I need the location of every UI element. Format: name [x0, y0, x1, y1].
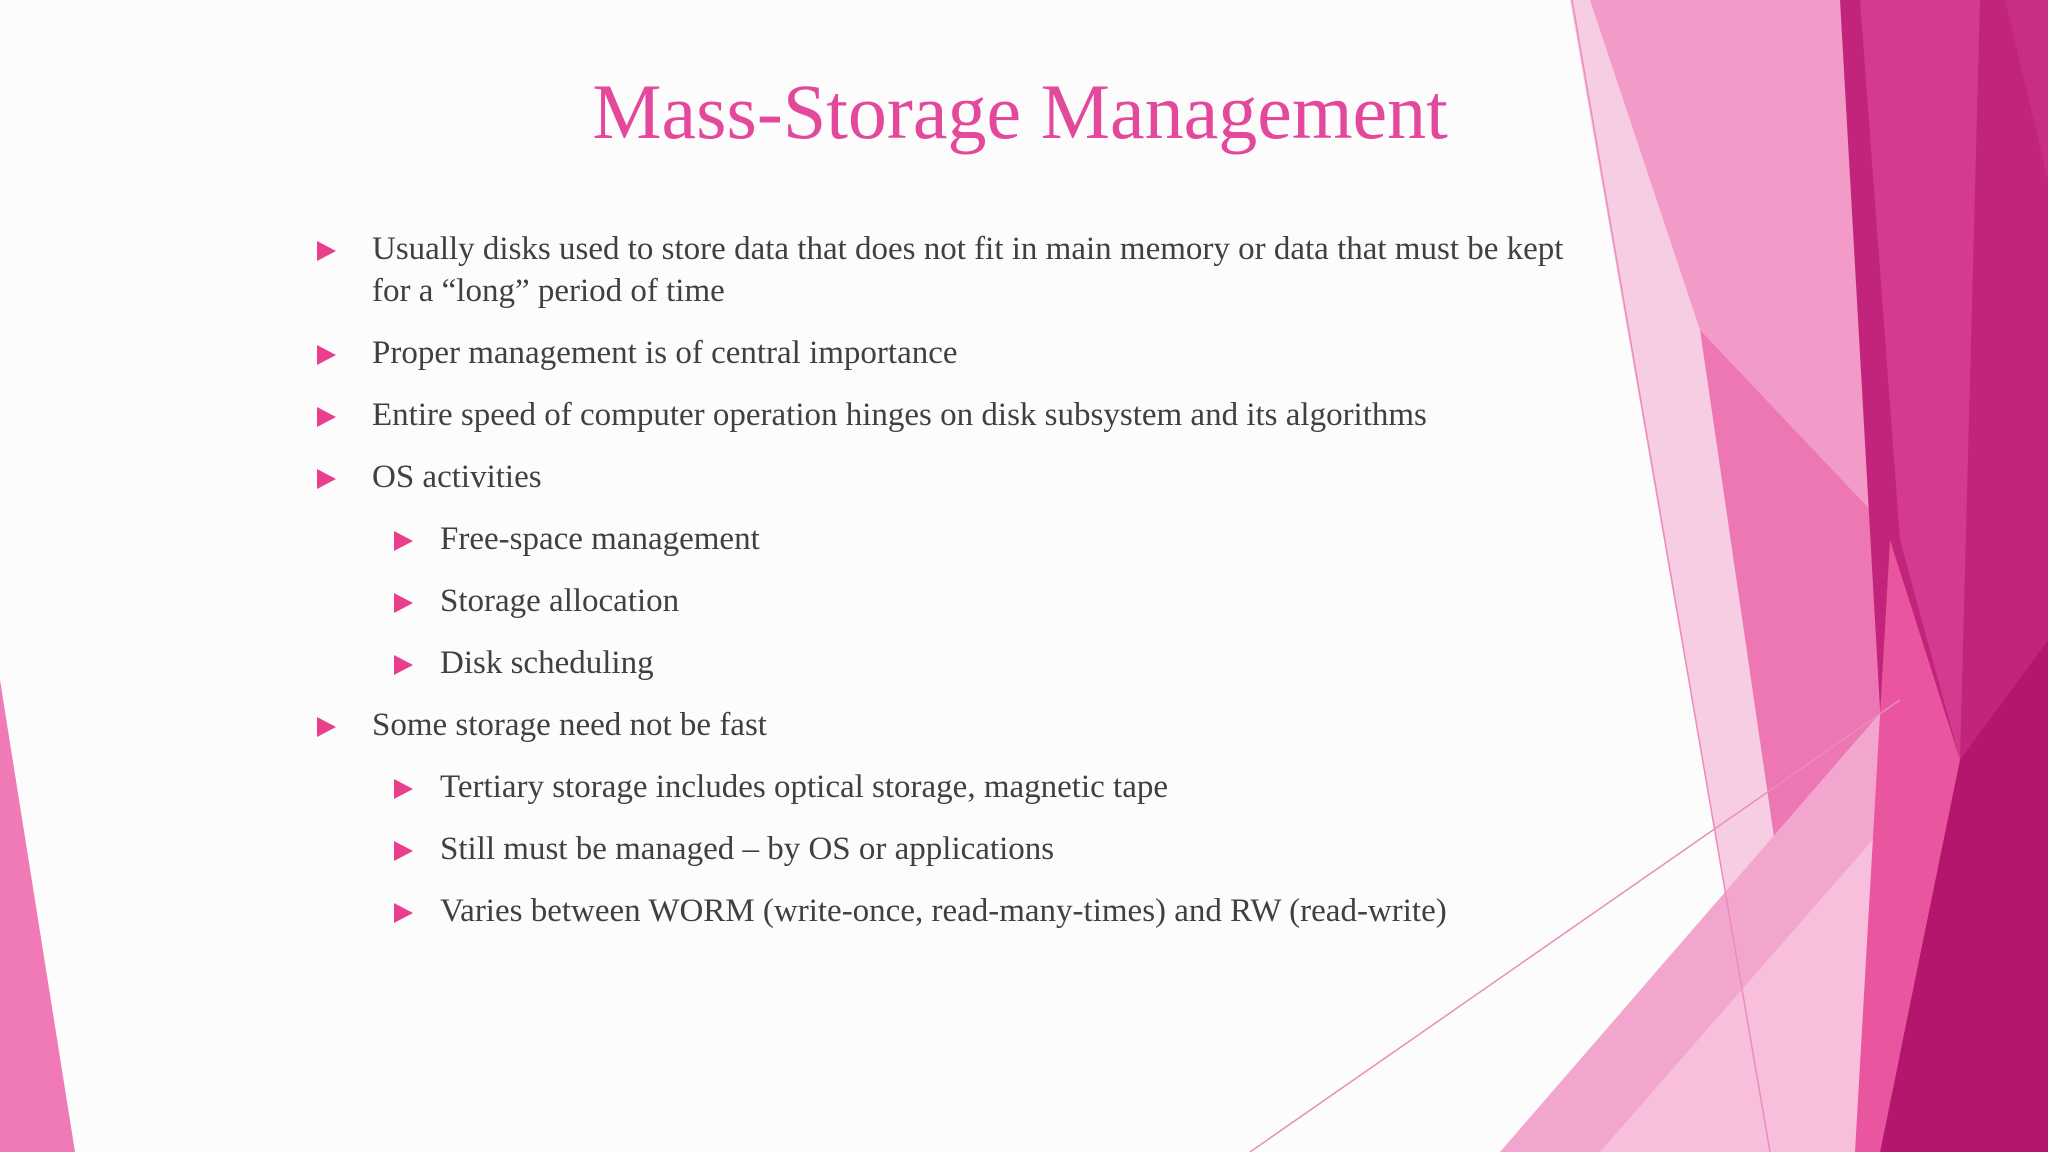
triangle-bullet-icon [394, 531, 413, 551]
bullet-item [310, 228, 1580, 312]
triangle-bullet-icon [317, 345, 336, 365]
triangle-bullet-icon [394, 779, 413, 799]
slide-title: Mass-Storage Management [592, 68, 1448, 155]
triangle-bullet-icon [394, 841, 413, 861]
bullet-text: Varies between WORM (write-once, read-many-times) and RW (read-write) [440, 893, 1447, 929]
bullet-text: Still must be managed – by OS or applications [440, 831, 1055, 867]
bullet-list [310, 228, 1580, 952]
bullet-text: Storage allocation [440, 583, 680, 619]
bullet-text: Free-space management [440, 521, 760, 557]
sub-bullet-item [310, 518, 1580, 560]
triangle-bullet-icon [317, 717, 336, 737]
sub-bullet-item [310, 828, 1580, 870]
bullet-text: Some storage need not be fast [372, 707, 767, 743]
left-accent-shape [0, 680, 75, 1152]
bullet-item [310, 332, 1580, 374]
bullet-item [310, 456, 1580, 498]
sub-bullet-item [310, 890, 1580, 932]
triangle-bullet-icon [317, 469, 336, 489]
triangle-bullet-icon [394, 655, 413, 675]
sub-bullet-item [310, 642, 1580, 684]
triangle-bullet-icon [317, 407, 336, 427]
triangle-bullet-icon [317, 241, 336, 261]
bullet-text: Disk scheduling [440, 645, 654, 681]
bullet-text: Usually disks used to store data that does not fit in main memory or data that must be kept for a “long” period of time [372, 231, 1564, 309]
bullet-text: Entire speed of computer operation hinges on disk subsystem and its algorithms [372, 397, 1427, 433]
sub-bullet-item [310, 766, 1580, 808]
sub-bullet-item [310, 580, 1580, 622]
bullet-text: Tertiary storage includes optical storage, magnetic tape [440, 769, 1168, 805]
bullet-item [310, 394, 1580, 436]
bullet-text: Proper management is of central importance [372, 335, 958, 371]
triangle-bullet-icon [394, 903, 413, 923]
bullet-text: OS activities [372, 459, 542, 495]
bullet-item [310, 704, 1580, 746]
triangle-bullet-icon [394, 593, 413, 613]
